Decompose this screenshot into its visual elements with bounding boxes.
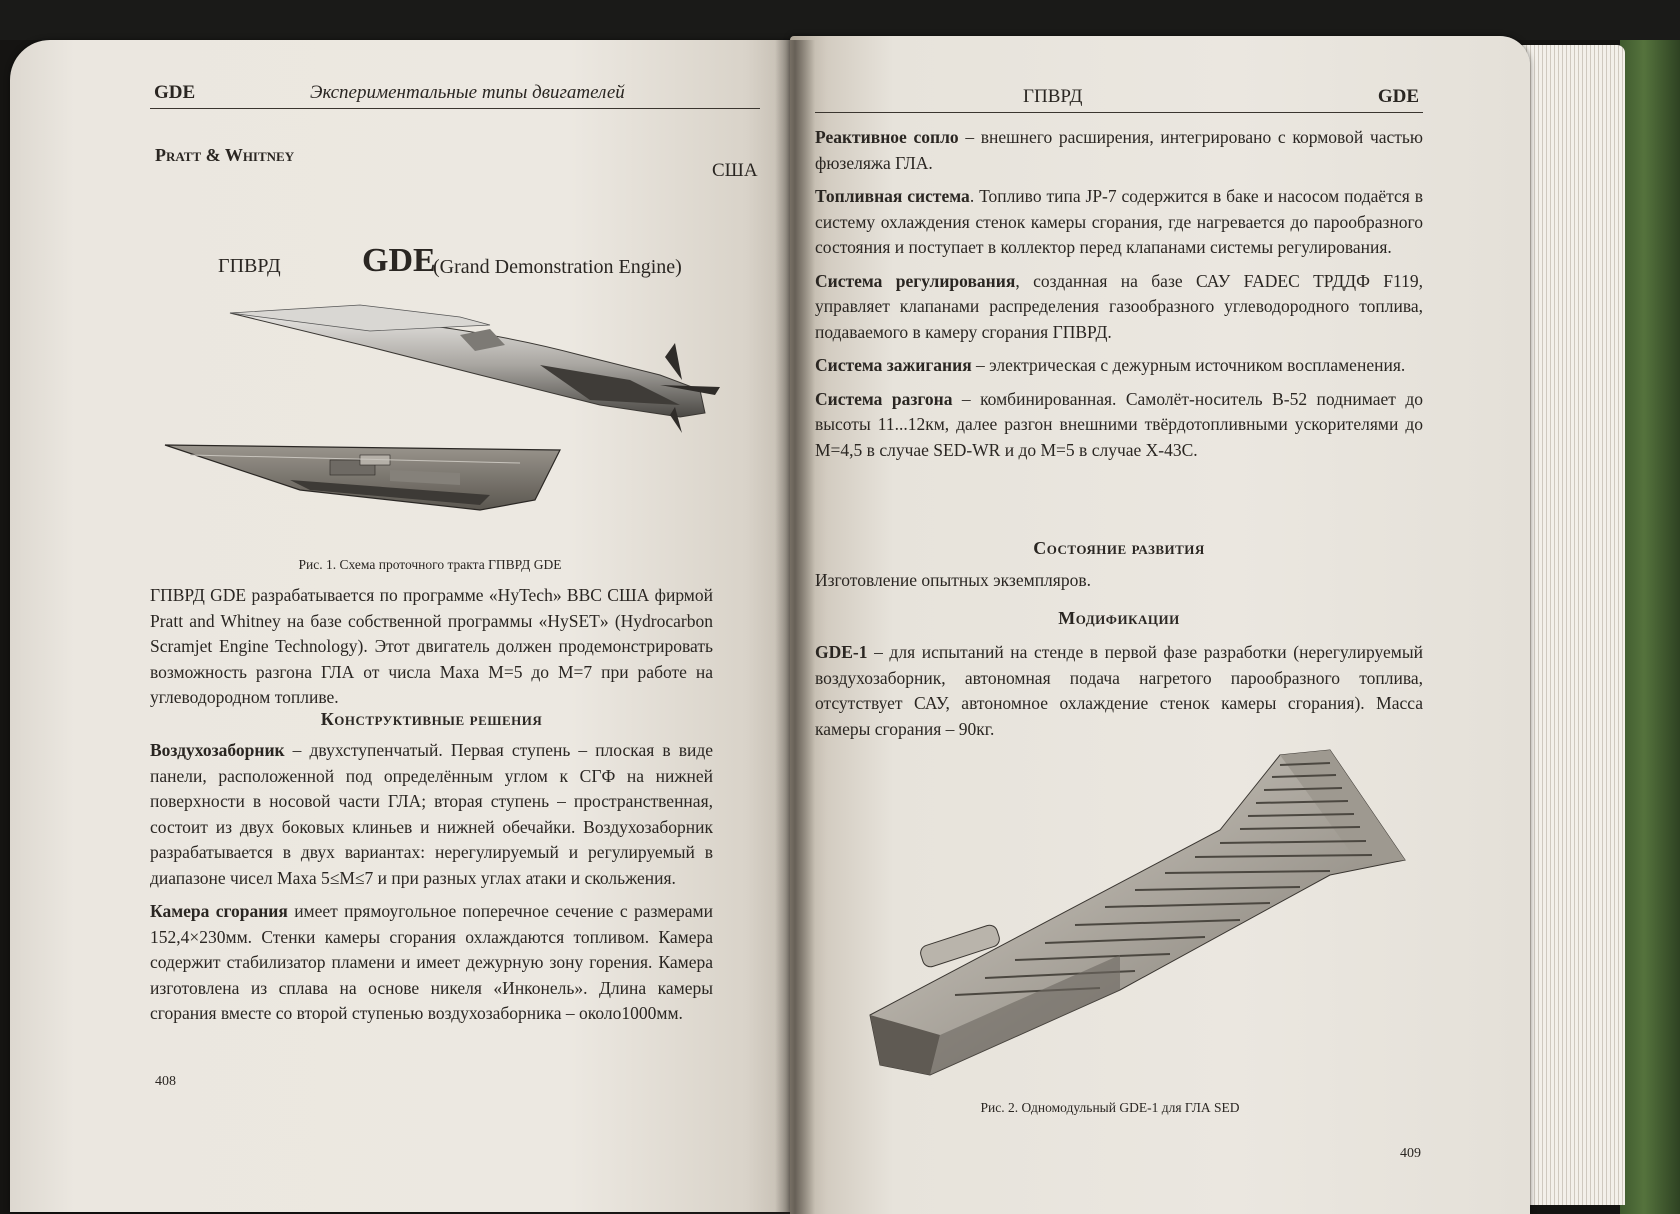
figure-1-vehicle-schematic	[160, 295, 740, 550]
status-text: Изготовление опытных экземпляров.	[815, 570, 1091, 590]
engine-name: (Grand Demonstration Engine)	[433, 256, 682, 278]
figure-2-caption: Рис. 2. Одномодульный GDE-1 для ГЛА SED	[980, 1100, 1240, 1115]
left-items	[150, 738, 713, 1035]
intro-paragraph: ГПВРД GDE разрабатывается по программе «HyTech» ВВС США фирмой Pratt and Whitney на базе собственной программы «HySET» (Hydrocarbon Scramjet Engine Technology). Этот двигатель должен продемонстрировать возможность разгона ГЛА от числа Маха M=5 до M=7 при работе на углеводородном топливе.	[150, 585, 713, 707]
section-title-mods: Модификации	[1058, 608, 1180, 628]
item-text: – двухступенчатый. Первая ступень – плоская в виде панели, расположенной под определённым углом к СГФ на нижней поверхности в носовой части ГЛА; вторая ступень – пространственная, состоит из двух боковых клиньев и нижней обечайки. Воздухозаборник разрабатывается в двух вариантах: нерегулируемый и регулируемый в диапазоне чисел Маха 5≤M≤7 и при разных углах атаки и скольжения.	[150, 740, 713, 888]
item-term: GDE-1	[815, 642, 868, 662]
figure-2-module-cutaway	[860, 745, 1430, 1085]
item-text: имеет прямоугольное поперечное сечение с размерами 152,4×230мм. Стенки камеры сгорания охлаждаются топливом. Камера содержит стабилизатор пламени и имеет дежурную зону горения. Камера изготовлена из сплава на основе никеля «Инконель». Длина камеры сгорания вместе со второй ступенью воздухозаборника – около1000мм.	[150, 901, 713, 1023]
item-text: , созданная на базе САУ FADEC ТРДДФ F119, управляет клапанами распределения газообразного углеводородного топлива, подаваемого в камеру сгорания ГПВРД.	[815, 270, 1423, 342]
item-term: Воздухозаборник	[150, 740, 285, 760]
item-boost-system	[815, 387, 1423, 464]
right-items	[815, 125, 1423, 471]
item-text: . Топливо типа JP-7 содержится в баке и насосом подаётся в систему охлаждения стенок камеры сгорания, где нагревается до парообразного состояния и поступает в коллектор перед клапанами системы регулирования.	[815, 186, 1423, 257]
running-head-code: GDE	[154, 82, 196, 103]
left-running-head	[150, 82, 760, 109]
engine-code: GDE	[362, 242, 436, 279]
item-combustor	[150, 899, 713, 1027]
running-head-title: Экспериментальные типы двигателей	[310, 82, 625, 103]
page-number-right: 409	[1400, 1146, 1421, 1161]
item-term: Система регулирования	[815, 270, 1016, 291]
section-title-design: Конструктивные решения	[320, 709, 543, 729]
figure-1-caption: Рис. 1. Схема проточного тракта ГПВРД GDE	[298, 557, 562, 572]
running-head-code: GDE	[1377, 86, 1419, 107]
manufacturer: Pratt & Whitney	[155, 145, 295, 165]
item-term: Камера сгорания	[150, 901, 288, 921]
left-intro	[150, 583, 713, 719]
item-inlet	[150, 738, 713, 891]
section-title-status: Состояние развития	[1033, 538, 1205, 558]
item-text: – внешнего расширения, интегрировано с кормовой частью фюзеляжа ГЛА.	[815, 127, 1423, 173]
engine-type: ГПВРД	[218, 255, 281, 277]
item-ignition-system	[815, 353, 1423, 379]
item-term: Топливная система	[815, 186, 970, 206]
right-mods	[815, 640, 1423, 750]
item-gde-1	[815, 640, 1423, 742]
item-term: Реактивное сопло	[815, 127, 959, 147]
country: США	[712, 160, 758, 181]
page-edges	[1515, 45, 1625, 1205]
item-fuel-system	[815, 184, 1423, 261]
item-term: Система зажигания	[815, 355, 972, 375]
item-text: – для испытаний на стенде в первой фазе разработки (нерегулируемый воздухозаборник, автономная подача нагретого парообразного топлива, отсутствует САУ, автономное охлаждение стенок камеры сгорания). Масса камеры сгорания – 90кг.	[815, 642, 1423, 739]
page-number-left: 408	[155, 1074, 176, 1089]
item-text: – комбинированная. Самолёт-носитель B-52 поднимает до высоты 11...12км, далее разгон внешними твёрдотопливными ускорителями до M=4,5 в случае SED-WR и до M=5 в случае X-43C.	[815, 388, 1423, 460]
item-term: Система разгона	[815, 388, 953, 409]
item-nozzle	[815, 125, 1423, 176]
book-gutter	[775, 40, 815, 1214]
right-running-head	[815, 86, 1423, 113]
book-cover-edge	[1620, 40, 1680, 1214]
running-head-title: ГПВРД	[1023, 86, 1083, 107]
item-control-system	[815, 269, 1423, 346]
item-text: – электрическая с дежурным источником воспламенения.	[971, 355, 1406, 375]
